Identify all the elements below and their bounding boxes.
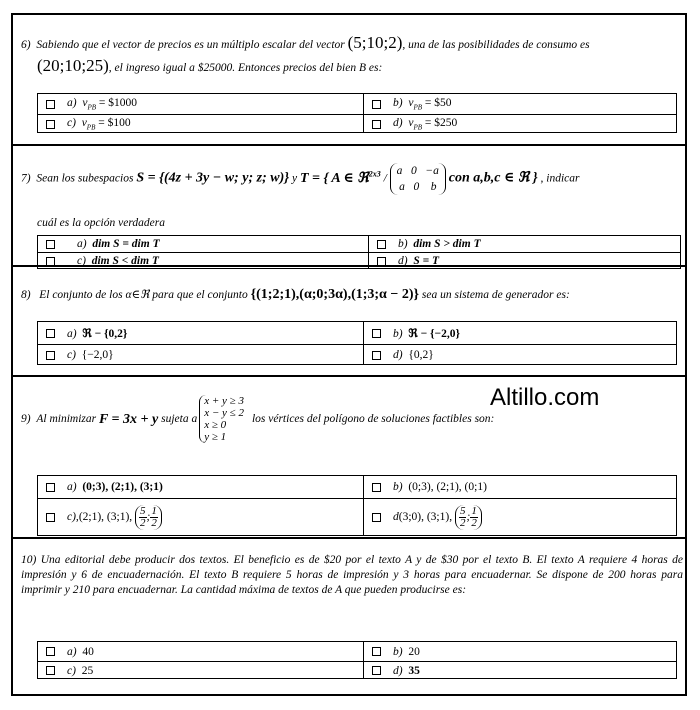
option-9c[interactable]: c),(2;1), (3;1), $\frac{5}{2}$ ; $\frac{1}{2}$ xyxy=(38,498,363,536)
question-7 xyxy=(13,146,685,267)
checkbox-icon[interactable] xyxy=(46,666,55,675)
option-8c[interactable]: c) {−2,0} xyxy=(38,344,363,365)
question-7-options xyxy=(37,235,681,269)
checkbox-icon[interactable] xyxy=(372,513,381,522)
question-10 xyxy=(13,539,685,696)
fraction-point: $\frac{5}{2}$ ; $\frac{1}{2}$ xyxy=(455,505,482,530)
question-8-text: 8) El conjunto de los α∈ℜ para que el conjunto {(1;2;1),(α;0;3α),(1;3;α − 2)} sea un sistema de generador es: xyxy=(21,287,570,302)
checkbox-icon[interactable] xyxy=(372,666,381,675)
checkbox-icon[interactable] xyxy=(372,100,381,109)
checkbox-icon[interactable] xyxy=(46,483,55,492)
checkbox-icon[interactable] xyxy=(372,329,381,338)
subspace-T: T = { A ∈ ℜ xyxy=(299,170,369,186)
option-8a[interactable]: a) ℜ − {0,2} xyxy=(38,322,363,344)
consumption-vector: (20;10;25) xyxy=(37,56,109,75)
option-7a[interactable]: a) dim S = dim T xyxy=(38,236,368,252)
exam-sheet xyxy=(11,13,687,696)
checkbox-icon[interactable] xyxy=(372,647,381,656)
checkbox-icon[interactable] xyxy=(46,647,55,656)
option-8b[interactable]: b) ℜ − {−2,0} xyxy=(363,322,676,344)
option-6b[interactable]: b) $v_{PB}$ = $50 xyxy=(363,94,676,114)
question-8-options xyxy=(37,321,677,365)
checkbox-icon[interactable] xyxy=(46,329,55,338)
question-6-options xyxy=(37,93,677,133)
checkbox-icon[interactable] xyxy=(372,483,381,492)
constraints: x + y ≥ 3 x − y ≤ 2 x ≥ 0 y ≥ 1 xyxy=(199,395,244,443)
option-7d[interactable]: d) S = T xyxy=(368,252,680,269)
price-vector: (5;10;2) xyxy=(347,33,403,52)
option-7c[interactable]: c) dim S < dim T xyxy=(38,252,368,269)
question-8 xyxy=(13,267,685,375)
matrix: a 0 −a a 0 b xyxy=(390,163,446,195)
option-10d[interactable]: d) 35 xyxy=(363,661,676,679)
option-7b[interactable]: b) dim S > dim T xyxy=(368,236,680,252)
subspace-S: S = {(4z + 3y − w; y; z; w)} xyxy=(136,170,290,186)
checkbox-icon[interactable] xyxy=(46,120,55,129)
option-10a[interactable]: a) 40 xyxy=(38,642,363,661)
question-6-text: 6) Sabiendo que el vector de precios es un múltiplo escalar del vector (5;10;2), una de las posibilidades de consumo es xyxy=(21,33,590,52)
option-9a[interactable]: a) (0;3), (2;1), (3;1) xyxy=(38,476,363,498)
fraction-point: $\frac{5}{2}$ ; $\frac{1}{2}$ xyxy=(135,505,162,530)
checkbox-icon[interactable] xyxy=(372,351,381,360)
question-6 xyxy=(13,15,685,145)
option-6c[interactable]: c) $v_{PB}$ = $100 xyxy=(38,114,363,133)
option-6d[interactable]: d) $v_{PB}$ = $250 xyxy=(363,114,676,133)
checkbox-icon[interactable] xyxy=(46,240,55,249)
option-10c[interactable]: c) 25 xyxy=(38,661,363,679)
question-10-text: 10) Una editorial debe producir dos textos. El beneficio es de $20 por el texto A y de $30 por el texto B. El texto A requiere 4 horas de impresión y 6 de encuadernación. El texto B requiere 5 horas de impresión y 3 horas para encuadernar. Se dispone de 200 horas para imprimir y 210 para encuadernar. La cantidad máxima de textos de A que pueden producirse es: xyxy=(21,554,684,596)
option-10b[interactable]: b) 20 xyxy=(363,642,676,661)
checkbox-icon[interactable] xyxy=(46,100,55,109)
vector-set: {(1;2;1),(α;0;3α),(1;3;α − 2)} xyxy=(250,287,420,302)
option-6a[interactable]: a) $v_{PB}$ = $1000 xyxy=(38,94,363,114)
option-9b[interactable]: b) (0;3), (2;1), (0;1) xyxy=(363,476,676,498)
question-7-text: 7) Sean los subespacios S = {(4z + 3y − w; y; z; w)} y T = { A ∈ ℜ$^{2x3}$ / a 0 −a a 0 b con a,b,c ∈ ℜ } , indicar xyxy=(21,165,580,194)
checkbox-icon[interactable] xyxy=(377,240,386,249)
question-9-options xyxy=(37,475,677,536)
watermark: Altillo.com xyxy=(490,384,600,411)
question-7-text-2: cuál es la opción verdadera xyxy=(37,217,165,229)
checkbox-icon[interactable] xyxy=(372,120,381,129)
checkbox-icon[interactable] xyxy=(46,351,55,360)
checkbox-icon[interactable] xyxy=(46,513,55,522)
option-9d[interactable]: d(3;0), (3;1), $\frac{5}{2}$ ; $\frac{1}{2}$ xyxy=(363,498,676,536)
question-10-options xyxy=(37,641,677,679)
objective-function: F = 3x + y xyxy=(98,411,159,427)
question-6-text-2: (20;10;25), el ingreso igual a $25000. Entonces precios del bien B es: xyxy=(37,56,383,75)
question-9-text: 9) Al minimizar F = 3x + y sujeta a x + y ≥ 3 x − y ≤ 2 x ≥ 0 y ≥ 1 los vértices del polígono de soluciones factibles son: xyxy=(21,395,495,443)
option-8d[interactable]: d) {0,2} xyxy=(363,344,676,365)
subspace-T-condition: con a,b,c ∈ ℜ } xyxy=(448,170,538,186)
